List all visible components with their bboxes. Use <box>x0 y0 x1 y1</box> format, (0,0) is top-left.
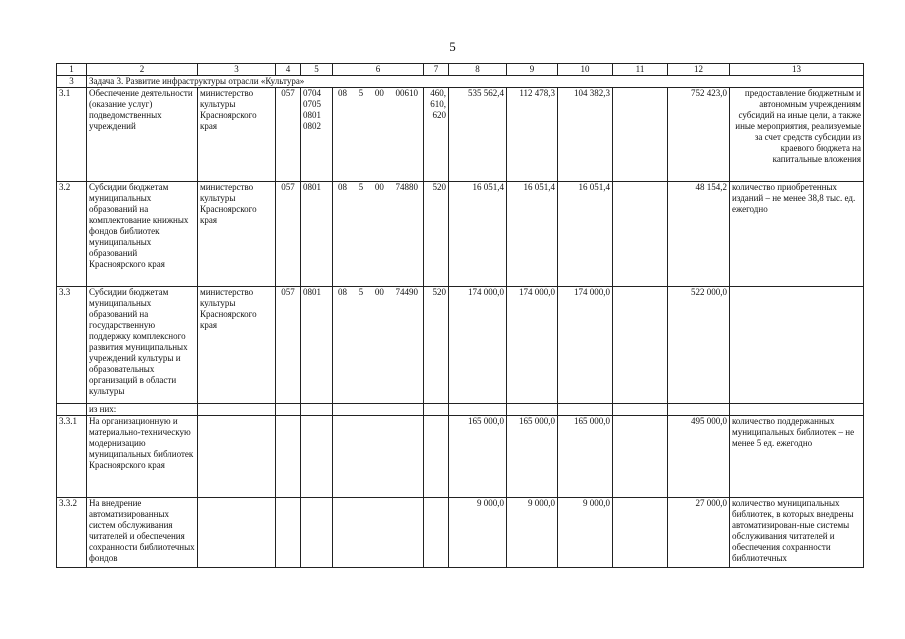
table-row <box>57 498 864 568</box>
csr-part: 5 <box>358 182 364 192</box>
csr-part: 08 <box>338 88 347 98</box>
col-num: 5 <box>301 64 333 76</box>
col-num: 4 <box>276 64 301 76</box>
row-c10: 174 000,0 <box>558 287 613 404</box>
col-num: 3 <box>198 64 276 76</box>
row-c12: 495 000,0 <box>668 416 730 498</box>
csr-part: 00 <box>374 287 384 297</box>
csr-part: 08 <box>338 287 347 297</box>
row-c8: 9 000,0 <box>449 498 507 568</box>
task-number: 3 <box>57 76 87 88</box>
row-c8: 535 562,4 <box>449 88 507 182</box>
subheader-label: из них: <box>87 404 198 416</box>
row-c9: 165 000,0 <box>507 416 558 498</box>
csr-part: 00 <box>374 88 384 98</box>
row-c10: 9 000,0 <box>558 498 613 568</box>
csr-part: 5 <box>358 287 364 297</box>
row-c10: 16 051,4 <box>558 182 613 287</box>
col-num: 7 <box>424 64 449 76</box>
col-num: 10 <box>558 64 613 76</box>
row-c13: количество поддержанных муниципальных библиотек – не менее 5 ед. ежегодно <box>730 416 864 498</box>
row-c12: 752 423,0 <box>668 88 730 182</box>
row-number: 3.3.1 <box>57 416 87 498</box>
row-c5: 0801 <box>301 287 333 404</box>
csr-part: 00610 <box>395 88 418 98</box>
csr-part: 74490 <box>395 287 418 297</box>
row-c7: 520 <box>424 287 449 404</box>
row-c13: предоставление бюджетным и автономным учреждениям субсидий на иные цели, а также иные мероприятия, реализуемые за счет средств субсидии из краевого бюджета на капитальные вложения <box>730 88 864 182</box>
row-grbs: министерство культуры Красноярского края <box>198 88 276 182</box>
row-c9: 174 000,0 <box>507 287 558 404</box>
row-grbs: министерство культуры Красноярского края <box>198 287 276 404</box>
col-num: 1 <box>57 64 87 76</box>
csr-part: 74880 <box>395 182 418 192</box>
col-num: 9 <box>507 64 558 76</box>
col-num: 2 <box>87 64 198 76</box>
program-table <box>56 63 864 568</box>
row-name: На внедрение автоматизированных систем обслуживания читателей и обеспечения сохранности библиотечных фондов <box>87 498 198 568</box>
row-c6 <box>333 182 424 287</box>
row-c6 <box>333 287 424 404</box>
row-number: 3.3 <box>57 287 87 404</box>
row-c4: 057 <box>276 88 301 182</box>
table-row <box>57 88 864 182</box>
row-c7: 520 <box>424 182 449 287</box>
row-c12: 48 154,2 <box>668 182 730 287</box>
col-num: 11 <box>613 64 668 76</box>
row-name: На организационную и материально-техническую модернизацию муниципальных библиотек Красноярского края <box>87 416 198 498</box>
row-c13: количество муниципальных библиотек, в которых внедрены автоматизирован-ные системы обслуживания читателей и обеспечения сохранности библиотечных <box>730 498 864 568</box>
row-c10: 104 382,3 <box>558 88 613 182</box>
row-c9: 16 051,4 <box>507 182 558 287</box>
row-c11 <box>613 88 668 182</box>
row-c11 <box>613 287 668 404</box>
row-c9: 9 000,0 <box>507 498 558 568</box>
row-c7: 460, 610, 620 <box>424 88 449 182</box>
row-c6 <box>333 88 424 182</box>
row-number: 3.3.2 <box>57 498 87 568</box>
row-c8: 174 000,0 <box>449 287 507 404</box>
table-row <box>57 182 864 287</box>
row-name: Субсидии бюджетам муниципальных образований на государственную поддержку комплексного развития муниципальных учреждений культуры и образовательных организаций в области культуры <box>87 287 198 404</box>
row-c5: 0704 0705 0801 0802 <box>301 88 333 182</box>
col-num: 8 <box>449 64 507 76</box>
csr-part: 00 <box>374 182 384 192</box>
table-row <box>57 287 864 404</box>
row-c9: 112 478,3 <box>507 88 558 182</box>
task-title: Задача 3. Развитие инфраструктуры отрасли «Культура» <box>87 76 864 88</box>
row-c8: 165 000,0 <box>449 416 507 498</box>
row-name: Обеспечение деятельности (оказание услуг) подведомственных учреждений <box>87 88 198 182</box>
col-num: 12 <box>668 64 730 76</box>
row-number: 3.2 <box>57 182 87 287</box>
row-c12: 522 000,0 <box>668 287 730 404</box>
row-c13: количество приобретенных изданий – не менее 38,8 тыс. ед. ежегодно <box>730 182 864 287</box>
row-name: Субсидии бюджетам муниципальных образований на комплектование книжных фондов библиотек муниципальных образований Красноярского края <box>87 182 198 287</box>
page-number: 5 <box>449 39 456 54</box>
row-number: 3.1 <box>57 88 87 182</box>
col-num: 13 <box>730 64 864 76</box>
row-c8: 16 051,4 <box>449 182 507 287</box>
row-c4: 057 <box>276 287 301 404</box>
row-c11 <box>613 182 668 287</box>
csr-part: 08 <box>338 182 347 192</box>
row-c4: 057 <box>276 182 301 287</box>
task-row <box>57 76 864 88</box>
col-num: 6 <box>333 64 424 76</box>
row-c12: 27 000,0 <box>668 498 730 568</box>
column-number-row <box>57 64 864 76</box>
row-c10: 165 000,0 <box>558 416 613 498</box>
table-row <box>57 416 864 498</box>
csr-part: 5 <box>358 88 364 98</box>
row-grbs: министерство культуры Красноярского края <box>198 182 276 287</box>
subheader-row <box>57 404 864 416</box>
row-c13 <box>730 287 864 404</box>
row-c5: 0801 <box>301 182 333 287</box>
